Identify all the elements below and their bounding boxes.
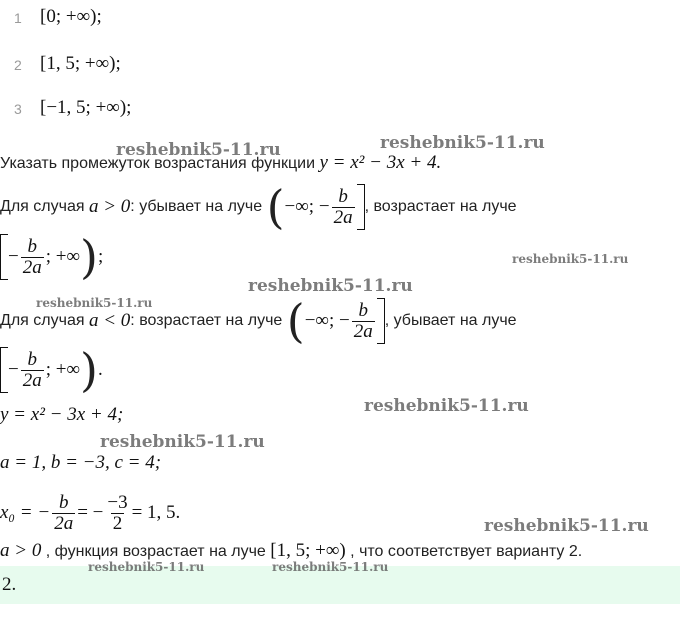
watermark: reshebnik5-11.ru [88, 560, 205, 574]
watermark: reshebnik5-11.ru [380, 133, 545, 153]
conclusion-condition: a > 0 [0, 540, 42, 561]
option-value: [−1, 5; +∞); [40, 97, 132, 118]
conclusion-line [0, 540, 582, 562]
equation-coefficients: a = 1, b = −3, c = 4; [0, 452, 162, 473]
watermark: reshebnik5-11.ru [512, 252, 629, 266]
watermark: reshebnik5-11.ru [116, 140, 281, 160]
case-decreasing-text: : убывает на луче [130, 198, 263, 215]
watermark: reshebnik5-11.ru [36, 296, 153, 310]
case-increasing-text: : возрастает на луче [130, 312, 283, 329]
plus-infinity: ; +∞ [45, 246, 81, 267]
conclusion-text-1: , функция возрастает на луче [45, 543, 266, 560]
paren-close: ) [80, 343, 98, 397]
option-value: [0; +∞); [40, 6, 102, 27]
fraction-b-2a: $\frac{b}{2a}$ [22, 235, 42, 278]
option-value: [1, 5; +∞); [40, 53, 121, 74]
bracket-open [0, 234, 8, 280]
option-number: 3 [14, 101, 22, 117]
watermark: reshebnik5-11.ru [364, 396, 529, 416]
fraction-b-2a: $\frac{b}{2a}$ [22, 348, 42, 391]
fraction-b-2a: $\frac{b}{2a}$ [333, 185, 353, 228]
conclusion-text-2: , что соответствует варианту 2. [350, 543, 583, 560]
paren-open: ( [266, 180, 285, 234]
vertex-rhs: = 1, 5. [131, 502, 181, 523]
question-formula: y = x² − 3x + 4. [319, 152, 442, 173]
case-negative-interval: − $\frac{b}{2a}$ ; +∞ ) . [0, 347, 103, 393]
conclusion-interval: [1, 5; +∞) [270, 540, 346, 561]
minus-infinity: −∞; − [304, 310, 350, 331]
question-text: Указать промежуток возрастания функции [0, 155, 316, 172]
vertex-lhs: x₀ = − [0, 502, 51, 523]
minus-sign: − [8, 359, 19, 380]
fraction-b-2a: $\frac{b}{2a}$ [353, 299, 373, 342]
case-positive-interval: − $\frac{b}{2a}$ ; +∞ ) ; [0, 234, 103, 280]
option-number: 1 [14, 10, 22, 26]
bracket-open [0, 347, 8, 393]
case-condition: a < 0 [88, 310, 131, 331]
equation-vertex [0, 490, 180, 536]
plus-infinity: ; +∞ [45, 359, 81, 380]
case-prefix: Для случая [0, 198, 85, 215]
answer-value: 2. [2, 574, 17, 595]
equation-function: y = x² − 3x + 4; [0, 404, 124, 425]
case-decreasing-text: , убывает на луче [384, 312, 517, 329]
watermark: reshebnik5-11.ru [248, 276, 413, 296]
bracket-close [377, 298, 385, 344]
watermark: reshebnik5-11.ru [484, 516, 649, 536]
case-prefix: Для случая [0, 312, 85, 329]
fraction-minus3-2: $\frac{-3}{2}$ [107, 491, 128, 534]
watermark: reshebnik5-11.ru [272, 560, 389, 574]
minus-infinity: −∞; − [284, 196, 330, 217]
bracket-close [357, 184, 365, 230]
case-increasing-text: , возрастает на луче [364, 198, 517, 215]
paren-open: ( [286, 294, 305, 348]
vertex-mid: = − [77, 502, 104, 523]
watermark: reshebnik5-11.ru [100, 432, 265, 452]
fraction-b-2a: $\frac{b}{2a}$ [54, 491, 74, 534]
case-condition: a > 0 [88, 196, 131, 217]
minus-sign: − [8, 246, 19, 267]
paren-close: ) [80, 230, 98, 284]
case-positive-line [0, 180, 517, 234]
option-number: 2 [14, 57, 22, 73]
